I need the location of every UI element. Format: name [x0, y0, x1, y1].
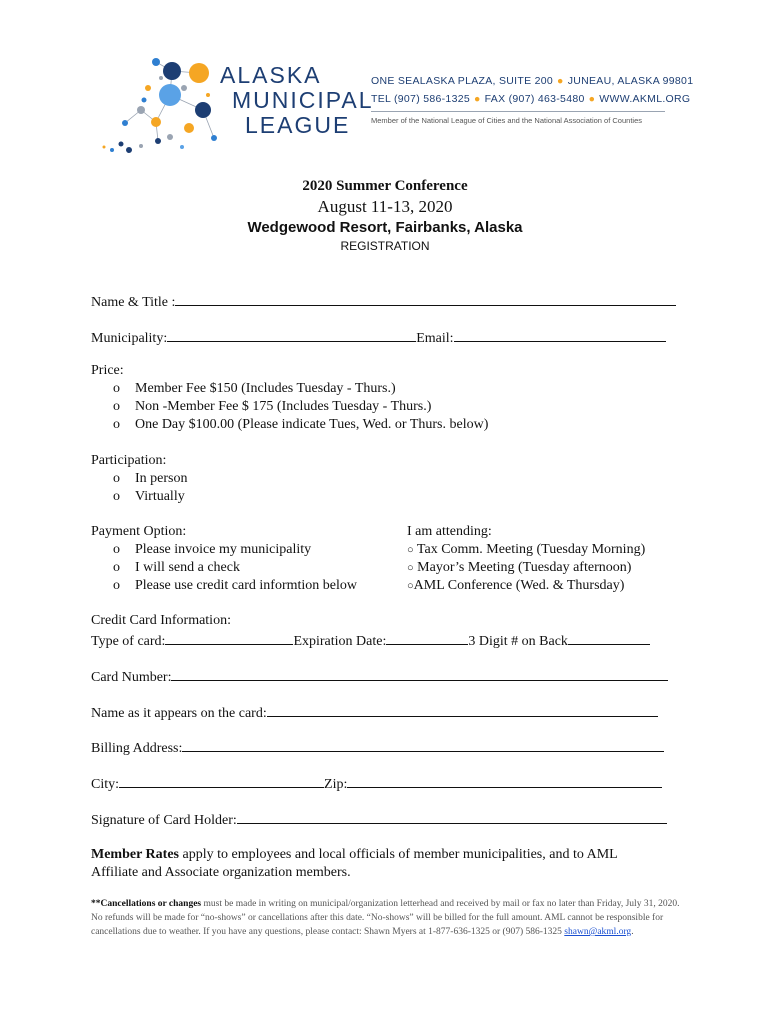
cancellation-end: .	[631, 927, 634, 937]
billing-address-row	[91, 738, 664, 757]
attending-option-tax-comm[interactable]	[407, 541, 645, 559]
payment-option-label: Please use credit card informtion below	[135, 578, 357, 593]
registration-label: REGISTRATION	[340, 239, 430, 253]
zip-label: Zip:	[324, 777, 348, 792]
participation-option-label: In person	[135, 471, 188, 486]
card-type-field[interactable]	[165, 631, 293, 645]
billing-address-label: Billing Address:	[91, 741, 183, 756]
cancellation-text: must be made in writing on municipal/organization letterhead and received by mail or fax no later than Friday, July 31, 2020. No refunds will be made for “no-shows” or cancellations after this date. “No-shows” will be billed for the full amount. AML cannot be responsible for cancellations due to weather. If you have any questions, please contact: Shawn Myers at 1-877-636-1325 or (907) 586-1325	[91, 899, 680, 937]
payment-option-check[interactable]	[91, 559, 357, 577]
contact-email-link[interactable]: shawn@akml.org	[564, 927, 632, 937]
signature-field[interactable]	[237, 810, 667, 824]
bullet-icon: o	[113, 381, 120, 396]
header-divider	[371, 111, 665, 112]
name-title-field[interactable]	[175, 292, 676, 306]
signature-row	[91, 810, 667, 829]
price-option-oneday[interactable]	[91, 416, 488, 434]
municipality-field[interactable]	[167, 328, 416, 342]
price-section	[91, 362, 488, 434]
attending-option-mayors[interactable]	[407, 559, 645, 577]
municipality-row	[91, 328, 666, 347]
cvv-field[interactable]	[568, 631, 650, 645]
payment-option-label: I will send a check	[135, 560, 240, 575]
city-zip-row	[91, 774, 662, 793]
member-note: Member of the National League of Cities and the National Association of Counties	[371, 116, 642, 125]
circle-icon: ○	[407, 580, 414, 592]
separator-dot-icon: ●	[474, 93, 481, 105]
payment-option-invoice[interactable]	[91, 541, 357, 559]
bullet-icon: o	[113, 417, 120, 432]
fax-number: FAX (907) 463-5480	[484, 93, 585, 105]
participation-option-in-person[interactable]	[91, 470, 188, 488]
member-rates-bold: Member Rates	[91, 847, 179, 862]
email-label: Email:	[416, 331, 454, 346]
zip-field[interactable]	[347, 774, 662, 788]
attending-section	[407, 523, 645, 595]
email-field[interactable]	[454, 328, 666, 342]
member-rates-line2: Affiliate and Associate organization members.	[91, 865, 351, 880]
price-option-label: Non -Member Fee $ 175 (Includes Tuesday - Thurs.)	[135, 399, 432, 414]
separator-dot-icon: ●	[588, 93, 596, 105]
card-number-field[interactable]	[171, 667, 668, 681]
city-field[interactable]	[119, 774, 324, 788]
logo-text-municipal: MUNICIPAL	[232, 87, 374, 113]
address-street: ONE SEALASKA PLAZA, SUITE 200	[371, 75, 554, 87]
payment-label: Payment Option:	[91, 524, 187, 539]
card-type-row	[91, 631, 650, 650]
address-city: JUNEAU, ALASKA 99801	[567, 75, 694, 87]
conference-venue: Wedgewood Resort, Fairbanks, Alaska	[247, 219, 523, 236]
bullet-icon: o	[113, 471, 120, 486]
logo-text-league: LEAGUE	[245, 112, 351, 138]
card-type-label: Type of card:	[91, 634, 166, 649]
attending-option-aml-conf[interactable]	[407, 577, 645, 595]
card-name-row	[91, 703, 658, 722]
bullet-icon: o	[113, 578, 120, 593]
cancellation-bold: **Cancellations or changes	[91, 899, 202, 909]
cancellation-policy	[91, 897, 683, 939]
card-name-label: Name as it appears on the card:	[91, 706, 267, 721]
participation-label: Participation:	[91, 453, 167, 468]
name-title-label: Name & Title :	[91, 295, 176, 310]
logo-text-alaska: ALASKA	[220, 62, 322, 88]
price-option-label: Member Fee $150 (Includes Tuesday - Thurs.)	[135, 381, 396, 396]
bullet-icon: o	[113, 560, 120, 575]
conference-title: 2020 Summer Conference	[302, 178, 468, 194]
billing-address-field[interactable]	[182, 738, 664, 752]
signature-label: Signature of Card Holder:	[91, 813, 237, 828]
attending-option-label: Tax Comm. Meeting (Tuesday Morning)	[416, 542, 646, 557]
title-block	[0, 177, 770, 254]
municipality-label: Municipality:	[91, 331, 168, 346]
card-number-row	[91, 667, 668, 686]
price-option-member[interactable]	[91, 380, 488, 398]
participation-option-label: Virtually	[135, 489, 185, 504]
attending-option-label: Mayor’s Meeting (Tuesday afternoon)	[417, 560, 632, 575]
attending-option-label: AML Conference (Wed. & Thursday)	[413, 578, 625, 593]
bullet-icon: o	[113, 399, 120, 414]
participation-option-virtual[interactable]	[91, 488, 188, 506]
card-name-field[interactable]	[267, 703, 658, 717]
circle-icon: ○	[407, 562, 414, 574]
header-contact	[371, 93, 690, 105]
payment-option-credit-card[interactable]	[91, 577, 357, 595]
website-link[interactable]: WWW.AKML.ORG	[599, 93, 691, 105]
participation-section	[91, 452, 188, 506]
member-rates-text: apply to employees and local officials of member municipalities, and to AML	[179, 847, 618, 862]
price-option-label: One Day $100.00 (Please indicate Tues, Wed. or Thurs. below)	[135, 417, 489, 432]
credit-card-label: Credit Card Information:	[91, 613, 231, 628]
price-label: Price:	[91, 363, 124, 378]
aml-logo-graphic	[98, 40, 218, 160]
expiration-label: Expiration Date:	[293, 634, 387, 649]
expiration-field[interactable]	[386, 631, 468, 645]
separator-dot-icon: ●	[557, 75, 564, 87]
conference-dates: August 11-13, 2020	[317, 197, 453, 216]
header-address	[371, 75, 693, 87]
tel-number: TEL (907) 586-1325	[371, 93, 470, 105]
price-option-nonmember[interactable]	[91, 398, 488, 416]
payment-option-label: Please invoice my municipality	[135, 542, 312, 557]
city-label: City:	[91, 777, 120, 792]
attending-label: I am attending:	[407, 524, 492, 539]
name-title-row	[91, 292, 676, 311]
bullet-icon: o	[113, 542, 120, 557]
bullet-icon: o	[113, 489, 120, 504]
circle-icon: ○	[407, 544, 414, 556]
payment-section	[91, 523, 357, 595]
cvv-label: 3 Digit # on Back	[468, 634, 568, 649]
member-rates-note	[91, 846, 618, 882]
card-number-label: Card Number:	[91, 670, 172, 685]
